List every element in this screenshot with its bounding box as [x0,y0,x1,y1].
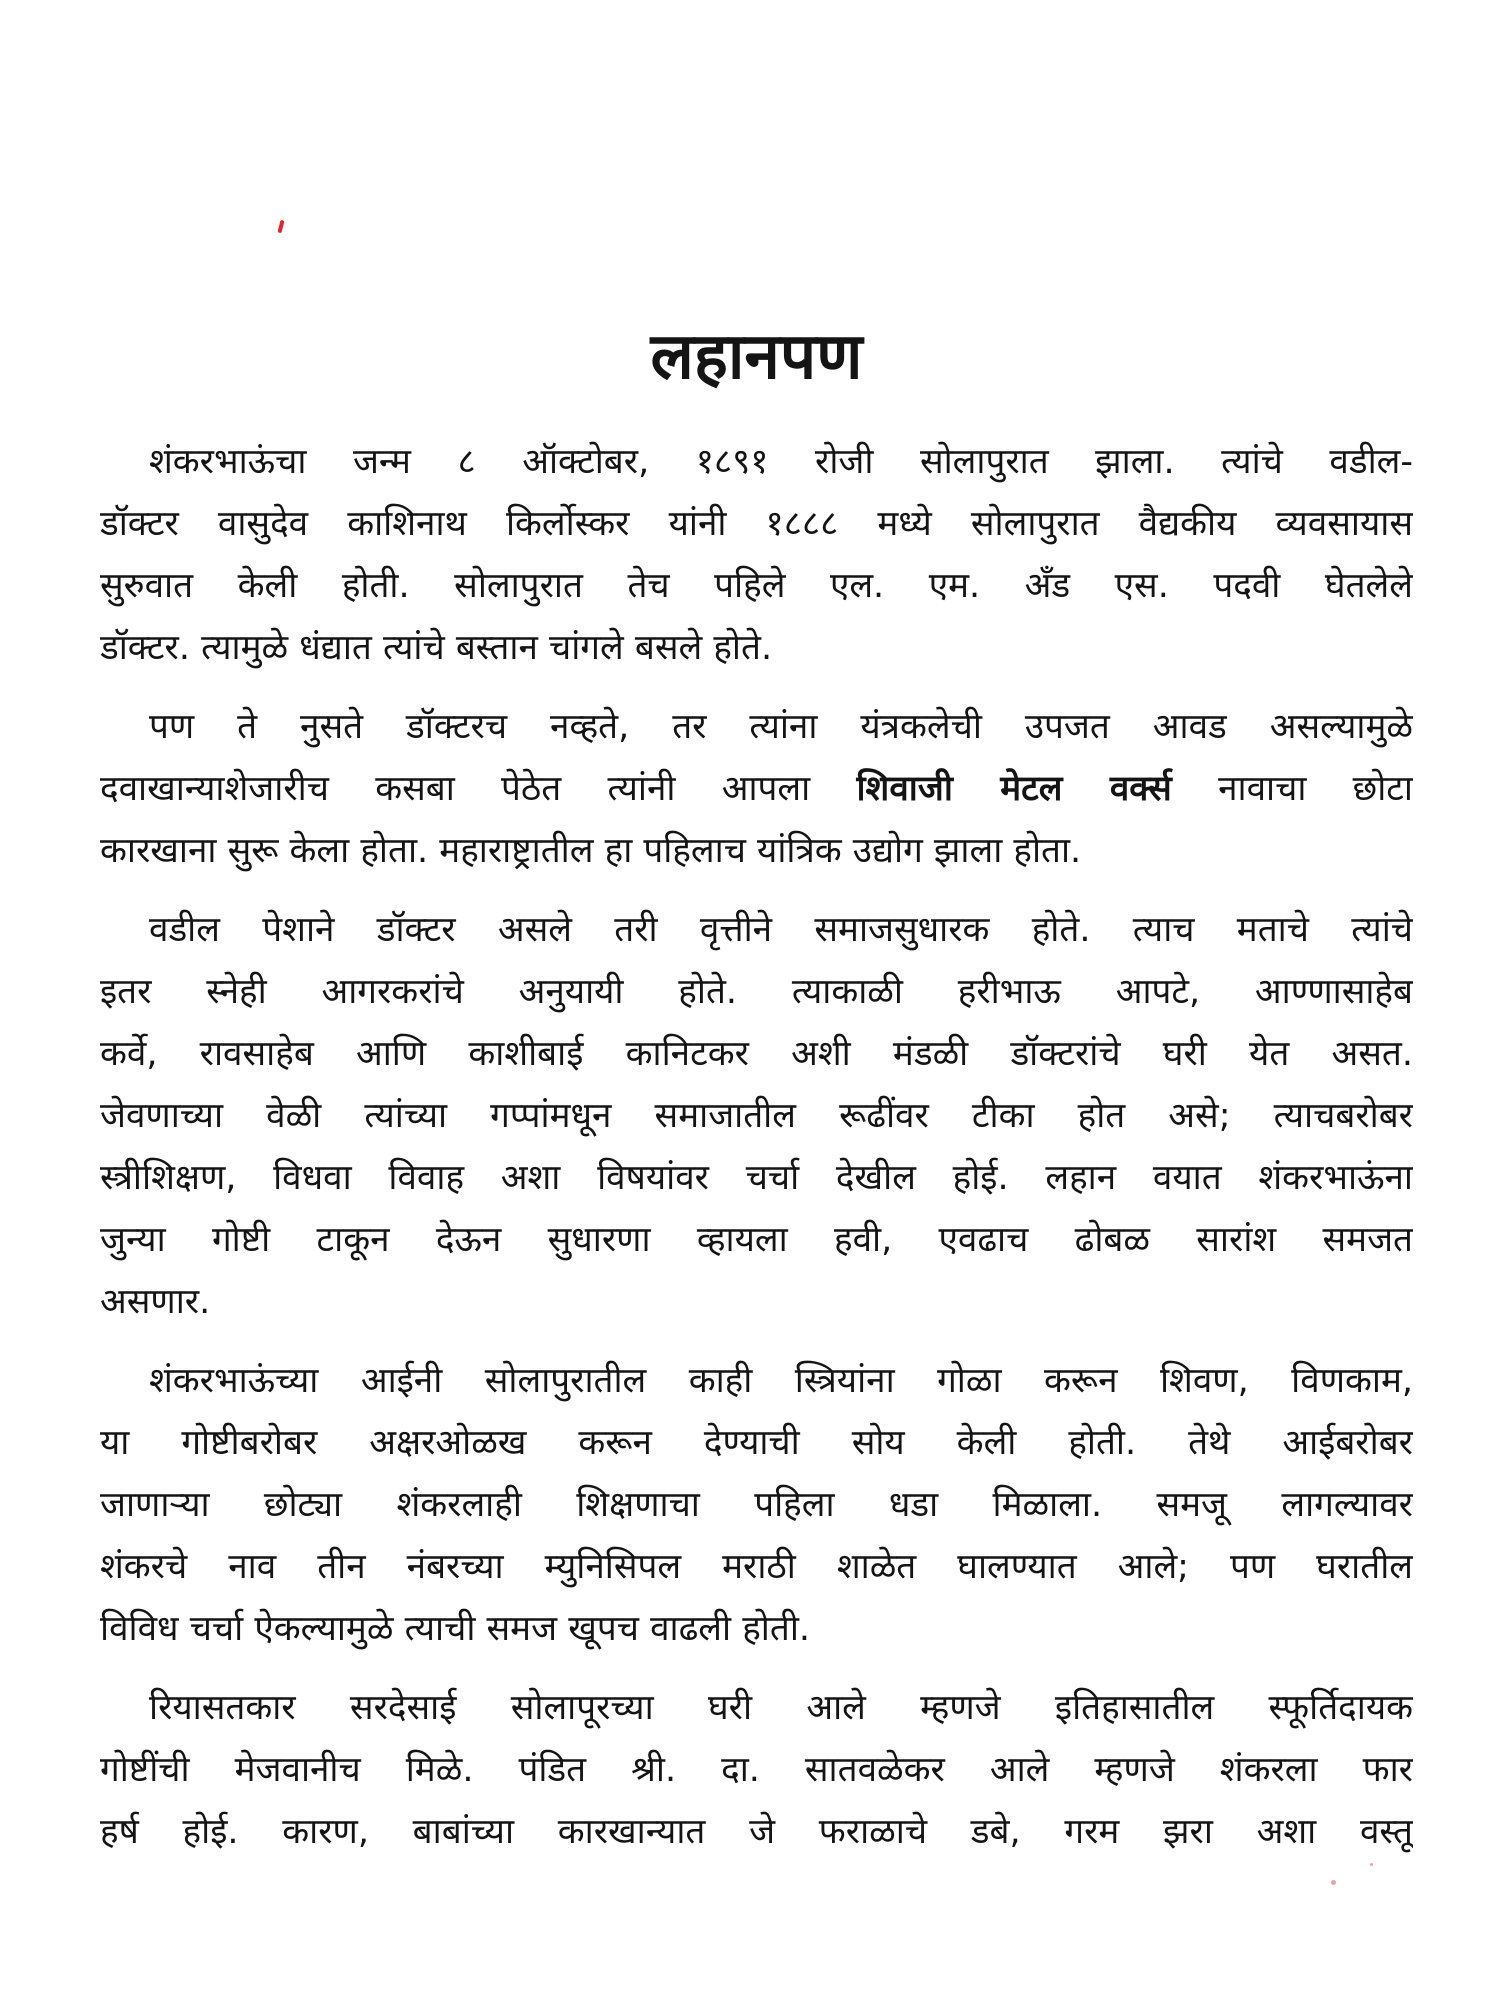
text-line: जेवणाच्या वेळी त्यांच्या गप्पांमधून समाजातील रूढींवर टीका होत असे; त्याचबरोबर [100,1096,1413,1136]
text-line: या गोष्टीबरोबर अक्षरओळख करून देण्याची सोय केली होती. तेथे आईबरोबर [100,1423,1413,1463]
text-line: गोष्टींची मेजवानीच मिळे. पंडित श्री. दा. सातवळेकर आले म्हणजे शंकरला फार [100,1750,1413,1790]
scan-speck [1331,1880,1336,1885]
paragraph-5 [100,1677,1413,1863]
text-line: जुन्या गोष्टी टाकून देऊन सुधारणा व्हायला हवी, एवढाच ढोबळ सारांश समजत [100,1220,1413,1260]
text-line: विविध चर्चा ऐकल्यामुळे त्याची समज खूपच वाढली होती. [100,1609,811,1649]
text-line: शंकरचे नाव तीन नंबरच्या म्युनिसिपल मराठी शाळेत घालण्यात आले; पण घरातील [100,1547,1413,1587]
red-ink-mark [277,220,284,234]
text-column [100,317,1413,1880]
text-line: शंकरभाऊंचा जन्म ८ ऑक्टोबर, १८९१ रोजी सोलापुरात झाला. त्यांचे वडील- [149,442,1413,482]
text-line: कारखाना सुरू केला होता. महाराष्ट्रातील हा पहिलाच यांत्रिक उद्योग झाला होता. [100,831,1082,871]
company-name-emphasis: शिवाजी मेटल वर्क्स [856,769,1172,809]
text-line: स्त्रीशिक्षण, विधवा विवाह अशा विषयांवर चर्चा देखील होई. लहान वयात शंकरभाऊंना [100,1158,1413,1198]
text-segment: दवाखान्याशेजारीच कसबा पेठेत त्यांनी आपला [100,769,857,809]
text-line: रियासतकार सरदेसाई सोलापूरच्या घरी आले म्हणजे इतिहासातील स्फूर्तिदायक [149,1688,1413,1728]
paragraph-3 [100,899,1413,1333]
text-line: जाणाऱ्या छोट्या शंकरलाही शिक्षणाचा पहिला धडा मिळाला. समजू लागल्यावर [100,1485,1413,1525]
text-line: डॉक्टर. त्यामुळे धंद्यात त्यांचे बस्तान चांगले बसले होते. [100,628,773,668]
text-line: असणार. [100,1282,211,1322]
text-line: पण ते नुसते डॉक्टरच नव्हते, तर त्यांना यंत्रकलेची उपजत आवड असल्यामुळे [149,707,1413,747]
text-line [100,758,1413,820]
text-line: सुरुवात केली होती. सोलापुरात तेच पहिले एल. एम. अँड एस. पदवी घेतलेले [100,566,1413,606]
chapter-title: लहानपण [650,320,863,394]
text-line: इतर स्नेही आगरकरांचे अनुयायी होते. त्याकाळी हरीभाऊ आपटे, आण्णासाहेब [100,972,1413,1012]
text-segment: नावाचा छोटा [1171,769,1413,809]
text-line: कर्वे, रावसाहेब आणि काशीबाई कानिटकर अशी मंडळी डॉक्टरांचे घरी येत असत. [100,1034,1413,1074]
paragraph-2 [100,696,1413,882]
text-line: हर्ष होई. कारण, बाबांच्या कारखान्यात जे फराळाचे डबे, गरम झरा अशा वस्तू [100,1812,1413,1852]
text-line: डॉक्टर वासुदेव काशिनाथ किर्लोस्कर यांनी १८८८ मध्ये सोलापुरात वैद्यकीय व्यवसायास [100,504,1413,544]
text-line: वडील पेशाने डॉक्टर असले तरी वृत्तीने समाजसुधारक होते. त्याच मताचे त्यांचे [149,910,1413,950]
paragraph-4 [100,1350,1413,1660]
paragraph-1 [100,431,1413,679]
text-line: शंकरभाऊंच्या आईनी सोलापुरातील काही स्त्रियांना गोळा करून शिवण, विणकाम, [149,1361,1413,1401]
